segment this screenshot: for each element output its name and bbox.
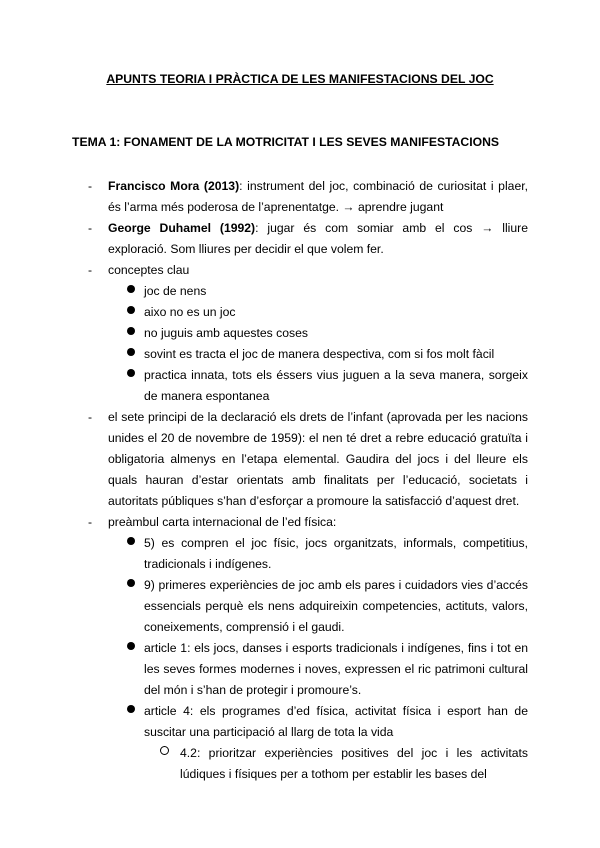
concept-item: no juguis amb aquestes coses — [144, 326, 308, 340]
charter-item: 5) es compren el joc físic, jocs organitzats, informals, competitius, tradicionals i indígenes. — [144, 536, 528, 571]
author-name: Francisco Mora (2013) — [108, 179, 240, 193]
list-item-principle: el sete principi de la declaració els drets de l’infant (aprovada per les nacions unides el 20 de novembre de 1959): el nen té dret a rebre educació gratuïta i obligatoria almenys en l’etapa elemental. Gaudira del jocs i del lleure els quals hauran d’estar orientats amb finalitats per l’educació, societats i autoritats públiques s’han d’esforçar a promoure la satisfacció d’aquest dret. — [108, 410, 528, 508]
dash-bullet: - — [88, 179, 93, 193]
charter-item: article 4: els programes d’ed física, activitat física i esport han de suscitar una participació al llarg de tota la vida — [144, 704, 528, 739]
list-item-concepts: conceptes clau — [108, 263, 190, 277]
dash-bullet: - — [88, 410, 93, 424]
dash-bullet: - — [88, 221, 93, 235]
list-item-charter: preàmbul carta internacional de l’ed física: — [108, 515, 337, 529]
concept-item: aixo no es un joc — [144, 305, 236, 319]
dash-bullet: - — [88, 263, 93, 277]
charter-item: 9) primeres experiències de joc amb els pares i cuidadors vies d’accés essencials perquè els nens adquireixin competencies, actituts, valors, coneixements, comprensió i el gaudi. — [144, 578, 528, 634]
bullet-dot — [127, 705, 135, 713]
dash-bullet: - — [88, 515, 93, 529]
bullet-dot — [127, 327, 135, 335]
author-name: George Duhamel (1992) — [108, 221, 256, 235]
list-item-duhamel — [108, 218, 528, 260]
bullet-dot — [127, 369, 135, 377]
document-title: APUNTS TEORIA I PRÀCTICA DE LES MANIFESTACIONS DEL JOC — [106, 72, 494, 86]
bullet-dot — [127, 285, 135, 293]
bullet-circle — [160, 746, 169, 755]
author-quote: : jugar és com somiar amb el cos → lliure exploració. Som lliures per decidir el que volem fer. — [108, 221, 529, 256]
section-heading: TEMA 1: FONAMENT DE LA MOTRICITAT I LES SEVES MANIFESTACIONS — [72, 135, 500, 149]
author-quote: : instrument del joc, combinació de curiositat i plaer, és l’arma més poderosa de l’aprenentatge. → aprendre jugant — [108, 179, 528, 214]
bullet-dot — [127, 348, 135, 356]
sub-item: 4.2: prioritzar experiències positives del joc i les activitats lúdiques i físiques per a tothom per establir les bases del — [180, 746, 528, 781]
bullet-dot — [127, 579, 135, 587]
bullet-dot — [127, 642, 135, 650]
charter-item: article 1: els jocs, danses i esports tradicionals i indígenes, fins i tot en les seves formes modernes i noves, expressen el ric patrimoni cultural del món i s’han de protegir i promoure’s. — [144, 641, 528, 697]
bullet-dot — [127, 537, 135, 545]
list-item-mora — [108, 176, 528, 218]
concept-item: sovint es tracta el joc de manera despectiva, com si fos molt fàcil — [144, 347, 495, 361]
concept-item: practica innata, tots els éssers vius juguen a la seva manera, sorgeix de manera espontanea — [144, 368, 528, 403]
bullet-dot — [127, 306, 135, 314]
concept-item: joc de nens — [144, 284, 207, 298]
